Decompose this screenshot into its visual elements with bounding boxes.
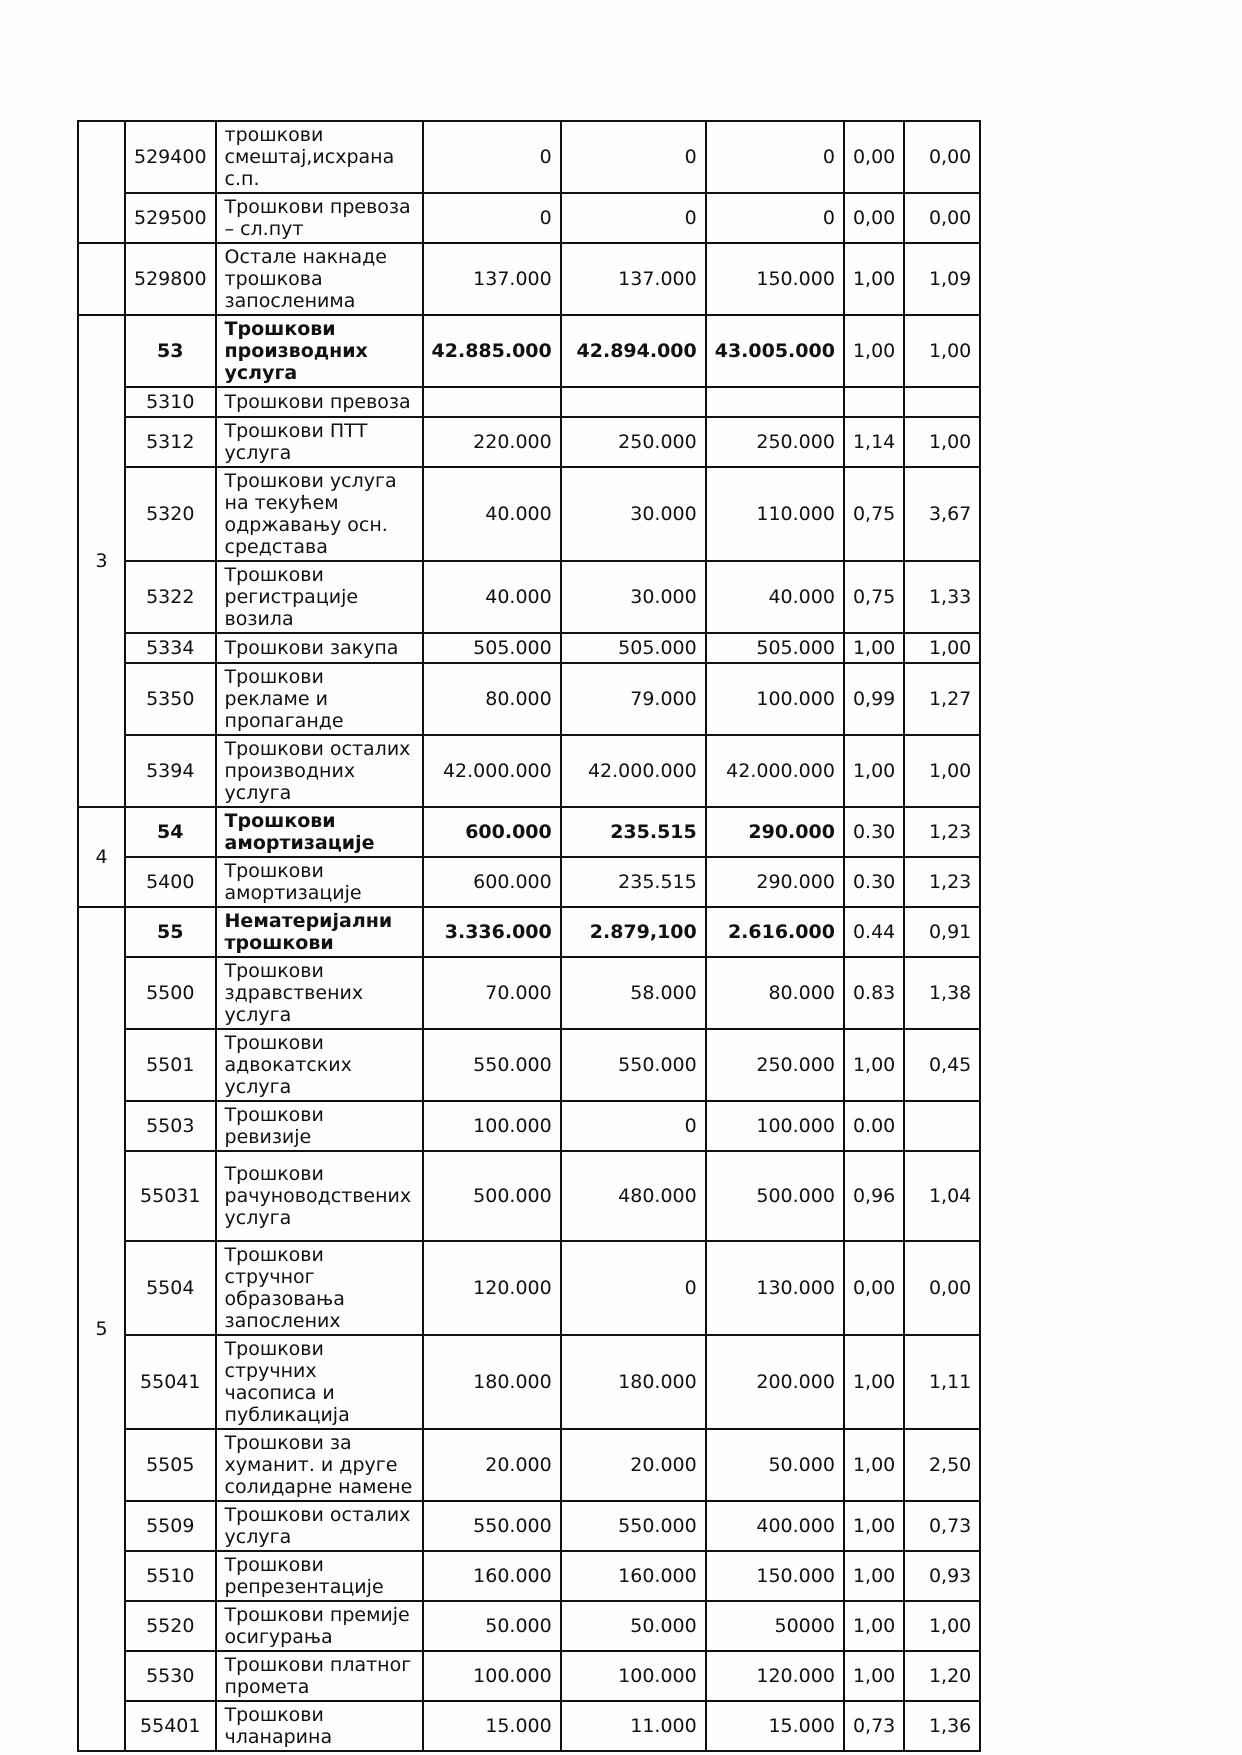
- amount-3-cell: 42.000.000: [706, 735, 844, 807]
- amount-3-cell: 110.000: [706, 467, 844, 561]
- ratio-2-cell: 3,67: [904, 467, 980, 561]
- amount-2-cell: 30.000: [561, 467, 706, 561]
- amount-3-cell: 43.005.000: [706, 315, 844, 387]
- description-cell: Трошкови за хуманит. и друге солидарне намене: [216, 1429, 423, 1501]
- table-row: [78, 957, 980, 1029]
- amount-1-cell: 137.000: [423, 243, 561, 315]
- account-code-cell: 5501: [125, 1029, 216, 1101]
- amount-3-cell: 80.000: [706, 957, 844, 1029]
- amount-3-cell: 100.000: [706, 663, 844, 735]
- group-number-cell: 3: [78, 315, 125, 807]
- ratio-1-cell: 0,99: [844, 663, 904, 735]
- amount-3-cell: 150.000: [706, 1551, 844, 1601]
- account-code-cell: 5505: [125, 1429, 216, 1501]
- table-row: [78, 1429, 980, 1501]
- table-row: [78, 561, 980, 633]
- amount-3-cell: 500.000: [706, 1151, 844, 1241]
- ratio-1-cell: 1,00: [844, 1551, 904, 1601]
- amount-3-cell: 15.000: [706, 1701, 844, 1751]
- ratio-2-cell: 1,04: [904, 1151, 980, 1241]
- table-row: [78, 193, 980, 243]
- account-code-cell: 5509: [125, 1501, 216, 1551]
- account-code-cell: 5510: [125, 1551, 216, 1601]
- account-code-cell: 5320: [125, 467, 216, 561]
- amount-2-cell: 20.000: [561, 1429, 706, 1501]
- ratio-1-cell: 0,00: [844, 1241, 904, 1335]
- amount-2-cell: 160.000: [561, 1551, 706, 1601]
- account-code-cell: 53: [125, 315, 216, 387]
- amount-2-cell: 50.000: [561, 1601, 706, 1651]
- ratio-1-cell: 1,00: [844, 1501, 904, 1551]
- amount-1-cell: 100.000: [423, 1101, 561, 1151]
- amount-2-cell: 550.000: [561, 1501, 706, 1551]
- table-row: [78, 243, 980, 315]
- account-code-cell: 529500: [125, 193, 216, 243]
- description-cell: Трошкови стручних часописа и публикација: [216, 1335, 423, 1429]
- amount-1-cell: 120.000: [423, 1241, 561, 1335]
- amount-2-cell: 58.000: [561, 957, 706, 1029]
- account-code-cell: 529800: [125, 243, 216, 315]
- account-code-cell: 5500: [125, 957, 216, 1029]
- ratio-2-cell: 1,00: [904, 315, 980, 387]
- amount-1-cell: 600.000: [423, 807, 561, 857]
- ratio-2-cell: 1,00: [904, 633, 980, 663]
- description-cell: Трошкови амортизације: [216, 857, 423, 907]
- table-row: [78, 1335, 980, 1429]
- amount-2-cell: 180.000: [561, 1335, 706, 1429]
- table-row: [78, 663, 980, 735]
- amount-3-cell: 250.000: [706, 417, 844, 467]
- table-row: [78, 467, 980, 561]
- amount-2-cell: 42.000.000: [561, 735, 706, 807]
- ratio-2-cell: 1,36: [904, 1701, 980, 1751]
- account-code-cell: 5530: [125, 1651, 216, 1701]
- description-cell: Трошкови услуга на текућем одржавању осн. средстава: [216, 467, 423, 561]
- amount-2-cell: 235.515: [561, 857, 706, 907]
- ratio-1-cell: 1,00: [844, 1601, 904, 1651]
- account-code-cell: 5504: [125, 1241, 216, 1335]
- account-code-cell: 54: [125, 807, 216, 857]
- account-code-cell: 55041: [125, 1335, 216, 1429]
- amount-1-cell: 160.000: [423, 1551, 561, 1601]
- ratio-1-cell: 1,00: [844, 1429, 904, 1501]
- ratio-2-cell: 1,23: [904, 857, 980, 907]
- amount-3-cell: 100.000: [706, 1101, 844, 1151]
- amount-1-cell: 100.000: [423, 1651, 561, 1701]
- description-cell: Трошкови премије осигурања: [216, 1601, 423, 1651]
- ratio-1-cell: 0,00: [844, 193, 904, 243]
- table-row: [78, 1029, 980, 1101]
- description-cell: Трошкови рекламе и пропаганде: [216, 663, 423, 735]
- group-number-cell: 4: [78, 807, 125, 907]
- amount-1-cell: 550.000: [423, 1029, 561, 1101]
- account-code-cell: 5334: [125, 633, 216, 663]
- ratio-2-cell: 1,33: [904, 561, 980, 633]
- ratio-2-cell: 0,00: [904, 193, 980, 243]
- amount-3-cell: 50.000: [706, 1429, 844, 1501]
- amount-3-cell: 290.000: [706, 807, 844, 857]
- amount-3-cell: 150.000: [706, 243, 844, 315]
- amount-2-cell: 505.000: [561, 633, 706, 663]
- amount-2-cell: 235.515: [561, 807, 706, 857]
- amount-3-cell: 120.000: [706, 1651, 844, 1701]
- amount-1-cell: 42.885.000: [423, 315, 561, 387]
- amount-1-cell: 42.000.000: [423, 735, 561, 807]
- amount-2-cell: 11.000: [561, 1701, 706, 1751]
- amount-3-cell: 290.000: [706, 857, 844, 907]
- ratio-2-cell: 0,91: [904, 907, 980, 957]
- amount-2-cell: 0: [561, 1101, 706, 1151]
- ratio-1-cell: 1,00: [844, 735, 904, 807]
- description-cell: Трошкови адвокатских услуга: [216, 1029, 423, 1101]
- ratio-2-cell: [904, 387, 980, 417]
- amount-1-cell: 0: [423, 193, 561, 243]
- description-cell: Трошкови рачуноводствених услуга: [216, 1151, 423, 1241]
- table-row: [78, 857, 980, 907]
- amount-1-cell: 600.000: [423, 857, 561, 907]
- ratio-2-cell: 0,93: [904, 1551, 980, 1601]
- ratio-2-cell: 0,00: [904, 1241, 980, 1335]
- account-code-cell: 5350: [125, 663, 216, 735]
- amount-2-cell: 250.000: [561, 417, 706, 467]
- amount-1-cell: 0: [423, 121, 561, 193]
- description-cell: Трошкови ревизије: [216, 1101, 423, 1151]
- ratio-2-cell: 1,00: [904, 735, 980, 807]
- amount-3-cell: 2.616.000: [706, 907, 844, 957]
- amount-1-cell: 20.000: [423, 1429, 561, 1501]
- description-cell: Трошкови чланарина: [216, 1701, 423, 1751]
- amount-1-cell: 70.000: [423, 957, 561, 1029]
- description-cell: Трошкови платног промета: [216, 1651, 423, 1701]
- ratio-1-cell: 1,00: [844, 315, 904, 387]
- description-cell: Трошкови осталих производних услуга: [216, 735, 423, 807]
- amount-3-cell: 400.000: [706, 1501, 844, 1551]
- amount-2-cell: 42.894.000: [561, 315, 706, 387]
- ratio-2-cell: 2,50: [904, 1429, 980, 1501]
- amount-2-cell: [561, 387, 706, 417]
- description-cell: Трошкови стручног образовања запослених: [216, 1241, 423, 1335]
- ratio-2-cell: 0,00: [904, 121, 980, 193]
- ratio-2-cell: 1,00: [904, 417, 980, 467]
- table-row: [78, 807, 980, 857]
- amount-1-cell: 3.336.000: [423, 907, 561, 957]
- ratio-1-cell: 0,75: [844, 561, 904, 633]
- table-row: [78, 121, 980, 193]
- amount-2-cell: 0: [561, 1241, 706, 1335]
- amount-3-cell: 250.000: [706, 1029, 844, 1101]
- description-cell: Трошкови репрезентације: [216, 1551, 423, 1601]
- amount-3-cell: 0: [706, 121, 844, 193]
- ratio-1-cell: 1,00: [844, 1029, 904, 1101]
- account-code-cell: 5322: [125, 561, 216, 633]
- table-row: [78, 1151, 980, 1241]
- ratio-2-cell: 1,20: [904, 1651, 980, 1701]
- account-code-cell: 55401: [125, 1701, 216, 1751]
- amount-1-cell: 550.000: [423, 1501, 561, 1551]
- account-code-cell: 5520: [125, 1601, 216, 1651]
- table-row: [78, 387, 980, 417]
- description-cell: Трошкови превоза – сл.пут: [216, 193, 423, 243]
- table-row: [78, 1501, 980, 1551]
- amount-3-cell: 40.000: [706, 561, 844, 633]
- account-code-cell: 5312: [125, 417, 216, 467]
- description-cell: Трошкови закупа: [216, 633, 423, 663]
- ratio-2-cell: 1,27: [904, 663, 980, 735]
- amount-2-cell: 0: [561, 121, 706, 193]
- amount-2-cell: 0: [561, 193, 706, 243]
- amount-1-cell: 50.000: [423, 1601, 561, 1651]
- description-cell: Остале накнаде трошкова запосленима: [216, 243, 423, 315]
- amount-1-cell: 40.000: [423, 561, 561, 633]
- account-code-cell: 529400: [125, 121, 216, 193]
- table-row: [78, 417, 980, 467]
- account-code-cell: 5400: [125, 857, 216, 907]
- table-row: [78, 1701, 980, 1751]
- description-cell: Нематеријални трошкови: [216, 907, 423, 957]
- group-number-cell: [78, 121, 125, 243]
- ratio-2-cell: 1,09: [904, 243, 980, 315]
- ratio-1-cell: 1,14: [844, 417, 904, 467]
- amount-3-cell: 130.000: [706, 1241, 844, 1335]
- ratio-1-cell: 1,00: [844, 243, 904, 315]
- description-cell: Трошкови здравствених услуга: [216, 957, 423, 1029]
- amount-2-cell: 100.000: [561, 1651, 706, 1701]
- amount-3-cell: 200.000: [706, 1335, 844, 1429]
- table-row: [78, 1651, 980, 1701]
- amount-2-cell: 79.000: [561, 663, 706, 735]
- description-cell: Трошкови превоза: [216, 387, 423, 417]
- ratio-2-cell: 0,73: [904, 1501, 980, 1551]
- table-row: [78, 735, 980, 807]
- amount-2-cell: 137.000: [561, 243, 706, 315]
- amount-3-cell: 0: [706, 193, 844, 243]
- ratio-1-cell: 0.30: [844, 807, 904, 857]
- budget-cost-table: [77, 120, 981, 1752]
- description-cell: Трошкови ПТТ услуга: [216, 417, 423, 467]
- description-cell: Трошкови регистрације возила: [216, 561, 423, 633]
- account-code-cell: 5503: [125, 1101, 216, 1151]
- table-row: [78, 1551, 980, 1601]
- ratio-2-cell: [904, 1101, 980, 1151]
- table-row: [78, 315, 980, 387]
- ratio-1-cell: 0,73: [844, 1701, 904, 1751]
- ratio-1-cell: 1,00: [844, 1335, 904, 1429]
- amount-1-cell: 180.000: [423, 1335, 561, 1429]
- table-row: [78, 1101, 980, 1151]
- group-number-cell: [78, 243, 125, 315]
- ratio-1-cell: 0.00: [844, 1101, 904, 1151]
- account-code-cell: 5310: [125, 387, 216, 417]
- amount-1-cell: 15.000: [423, 1701, 561, 1751]
- ratio-1-cell: 1,00: [844, 633, 904, 663]
- description-cell: Трошкови амортизације: [216, 807, 423, 857]
- ratio-2-cell: 0,45: [904, 1029, 980, 1101]
- table-row: [78, 1241, 980, 1335]
- amount-2-cell: 30.000: [561, 561, 706, 633]
- ratio-2-cell: 1,00: [904, 1601, 980, 1651]
- group-number-cell: 5: [78, 907, 125, 1751]
- account-code-cell: 55031: [125, 1151, 216, 1241]
- ratio-1-cell: 0,00: [844, 121, 904, 193]
- ratio-2-cell: 1,23: [904, 807, 980, 857]
- account-code-cell: 55: [125, 907, 216, 957]
- amount-2-cell: 550.000: [561, 1029, 706, 1101]
- amount-2-cell: 480.000: [561, 1151, 706, 1241]
- ratio-1-cell: 1,00: [844, 1651, 904, 1701]
- amount-1-cell: 80.000: [423, 663, 561, 735]
- amount-3-cell: [706, 387, 844, 417]
- description-cell: Трошкови осталих услуга: [216, 1501, 423, 1551]
- table-row: [78, 633, 980, 663]
- table-row: [78, 907, 980, 957]
- table-row: [78, 1601, 980, 1651]
- amount-1-cell: 220.000: [423, 417, 561, 467]
- amount-3-cell: 50000: [706, 1601, 844, 1651]
- ratio-2-cell: 1,38: [904, 957, 980, 1029]
- amount-1-cell: [423, 387, 561, 417]
- ratio-1-cell: 0.83: [844, 957, 904, 1029]
- ratio-2-cell: 1,11: [904, 1335, 980, 1429]
- amount-1-cell: 40.000: [423, 467, 561, 561]
- ratio-1-cell: 0.30: [844, 857, 904, 907]
- amount-1-cell: 500.000: [423, 1151, 561, 1241]
- ratio-1-cell: 0.44: [844, 907, 904, 957]
- description-cell: трошкови смештај,исхрана с.п.: [216, 121, 423, 193]
- account-code-cell: 5394: [125, 735, 216, 807]
- ratio-1-cell: 0,96: [844, 1151, 904, 1241]
- amount-2-cell: 2.879,100: [561, 907, 706, 957]
- ratio-1-cell: 0,75: [844, 467, 904, 561]
- description-cell: Трошкови производних услуга: [216, 315, 423, 387]
- amount-1-cell: 505.000: [423, 633, 561, 663]
- amount-3-cell: 505.000: [706, 633, 844, 663]
- ratio-1-cell: [844, 387, 904, 417]
